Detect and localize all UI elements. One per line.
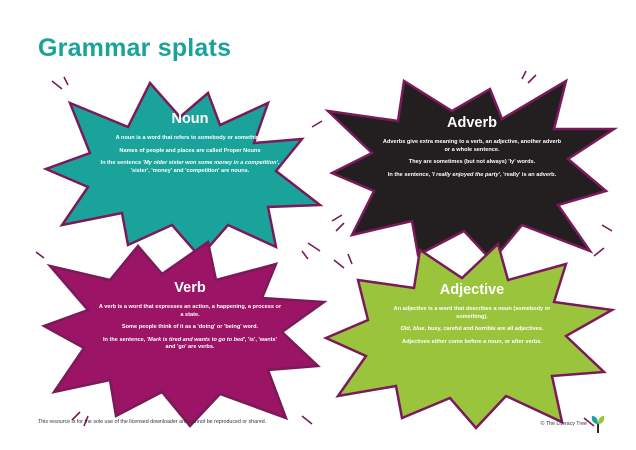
adverb-ly-note: They are sometimes (but not always) 'ly' words. <box>408 159 536 166</box>
verb-heading: Verb <box>174 280 206 296</box>
verb-example: In the sentence, 'Mark is tired and wants to go to bed', 'is', 'wants' and 'go' are verbs. <box>103 336 277 351</box>
brand-name: © The Literacy Tree <box>540 421 587 427</box>
page-title: Grammar splats <box>38 34 232 62</box>
noun-example: In the sentence 'My older sister won some money in a competition', 'sister', 'money' and 'competition' are nouns. <box>100 160 280 174</box>
brand <box>541 415 607 433</box>
adjective-heading: Adjective <box>439 282 505 298</box>
license-notice: This resource is for the sole use of the licensed downloader and cannot be reproduced or shared. <box>38 419 267 425</box>
verb-doing-note: Some people think of it as a 'doing' or 'being' word. <box>121 324 259 331</box>
adverb-definition: Adverbs give extra meaning to a verb, an adjective, another adverb or a whole sentence. <box>382 139 562 153</box>
verb-definition: A verb is a word that expresses an action, a happening, a process or a state. <box>98 304 282 318</box>
adjective-examples: Old, blue, busy, careful and horrible are all adjectives. <box>400 326 544 333</box>
adjective-definition: An adjective is a word that describes a noun (somebody or something). <box>393 306 551 320</box>
adjective-splat <box>322 240 622 430</box>
noun-splat <box>40 75 340 265</box>
noun-definition: A noun is a word that refers to somebody or something. <box>115 135 265 141</box>
tree-icon <box>590 415 606 433</box>
adverb-heading: Adverb <box>447 115 497 131</box>
adverb-example: In the sentence, 'I really enjoyed the party', 'really' is an adverb. <box>387 171 557 178</box>
noun-heading: Noun <box>171 111 209 127</box>
verb-splat <box>40 240 340 430</box>
adjective-position-note: Adjectives either come before a noun, or after verbs. <box>402 338 542 345</box>
adverb-splat <box>322 75 622 265</box>
noun-proper-note: Names of people and places are called Proper Nouns <box>119 147 261 154</box>
